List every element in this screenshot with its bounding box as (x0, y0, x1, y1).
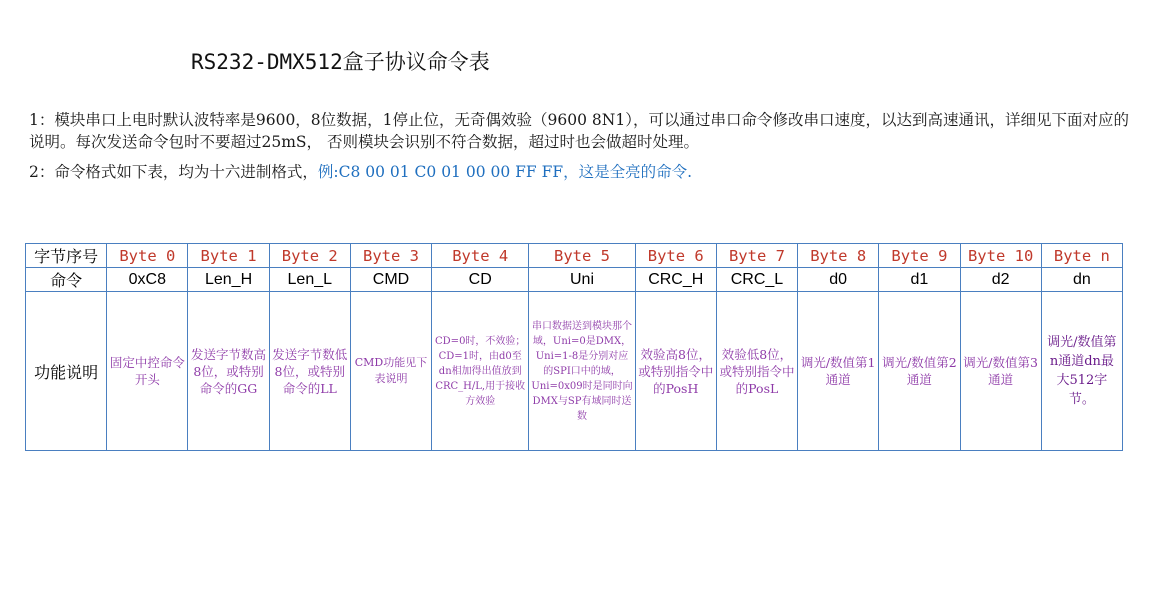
description-cell (432, 292, 529, 451)
byte-header: Byte 2 (269, 244, 350, 268)
description-text: 串口数据送到模块那个域，Uni=0是DMX， Uni=1-8是分别对应的SPI口中的域，Uni=0x09时是同时向DMX与SP有域同时送数 (531, 320, 633, 422)
protocol-table (25, 243, 1123, 451)
description-text: 发送字节数低8位，或特别命令的LL (272, 346, 348, 396)
command-cell: dn (1041, 268, 1122, 292)
byte-header: Byte 3 (350, 244, 431, 268)
description-cell (350, 292, 431, 451)
note-format-example: 例:C8 00 01 C0 01 00 00 FF FF，这是全亮的命令. (317, 163, 693, 181)
command-cell: d2 (960, 268, 1041, 292)
description-text: 固定中控命令开头 (109, 355, 185, 387)
command-cell: CRC_L (716, 268, 797, 292)
description-cell (188, 292, 269, 451)
row-label-function: 功能说明 (26, 292, 107, 451)
row-label-byte-order: 字节序号 (26, 244, 107, 268)
byte-header: Byte 9 (879, 244, 960, 268)
description-cell (529, 292, 635, 451)
description-cell (107, 292, 188, 451)
note-baud-rate: 1：模块串口上电时默认波特率是9600，8位数据，1停止位，无奇偶效验（9600 8N1），可以通过串口命令修改串口速度，以达到高速通讯，详细见下面对应的说明。每次发送命令包时不要超过25mS， 否则模块会识别不符合数据，超过时也会做超时处理。 (29, 111, 1129, 151)
byte-header: Byte 5 (529, 244, 635, 268)
byte-header: Byte 4 (432, 244, 529, 268)
description-cell (960, 292, 1041, 451)
description-text: 调光/数值第3通道 (963, 355, 1038, 387)
command-cell: 0xC8 (107, 268, 188, 292)
byte-header: Byte 0 (107, 244, 188, 268)
description-cell (716, 292, 797, 451)
function-row (26, 292, 1123, 451)
byte-header: Byte 6 (635, 244, 716, 268)
command-cell: Len_H (188, 268, 269, 292)
note-command-format (29, 161, 1129, 183)
description-text: 调光/数值第n通道dn最大512字节。 (1047, 335, 1117, 407)
byte-header: Byte n (1041, 244, 1122, 268)
command-row (26, 268, 1123, 292)
description-text: 发送字节数高8位，或特别命令的GG (191, 346, 267, 396)
command-cell: d0 (798, 268, 879, 292)
command-cell: CMD (350, 268, 431, 292)
note-format-prefix: 2：命令格式如下表，均为十六进制格式， (29, 163, 318, 181)
description-cell (798, 292, 879, 451)
page-title: RS232-DMX512盒子协议命令表 (191, 50, 490, 74)
command-cell: CD (432, 268, 529, 292)
description-text: 效验低8位， 或特别指令中的PosL (719, 346, 795, 396)
description-cell (879, 292, 960, 451)
byte-header: Byte 10 (960, 244, 1041, 268)
description-text: 调光/数值第2通道 (882, 355, 957, 387)
byte-order-row (26, 244, 1123, 268)
command-cell: CRC_H (635, 268, 716, 292)
command-cell: Len_L (269, 268, 350, 292)
row-label-command: 命令 (26, 268, 107, 292)
description-text: 调光/数值第1通道 (800, 355, 876, 387)
description-cell (1041, 292, 1122, 451)
description-cell (635, 292, 716, 451)
description-cell (269, 292, 350, 451)
description-text: 效验高8位， 或特别指令中的PosH (638, 346, 714, 396)
description-text: CMD功能见下表说明 (354, 356, 428, 385)
command-cell: Uni (529, 268, 635, 292)
byte-header: Byte 7 (716, 244, 797, 268)
byte-header: Byte 1 (188, 244, 269, 268)
command-cell: d1 (879, 268, 960, 292)
description-text: CD=0时，不效验；CD=1时，由d0至dn相加得出值放到CRC_H/L,用于接收方效验 (435, 335, 526, 407)
byte-header: Byte 8 (798, 244, 879, 268)
